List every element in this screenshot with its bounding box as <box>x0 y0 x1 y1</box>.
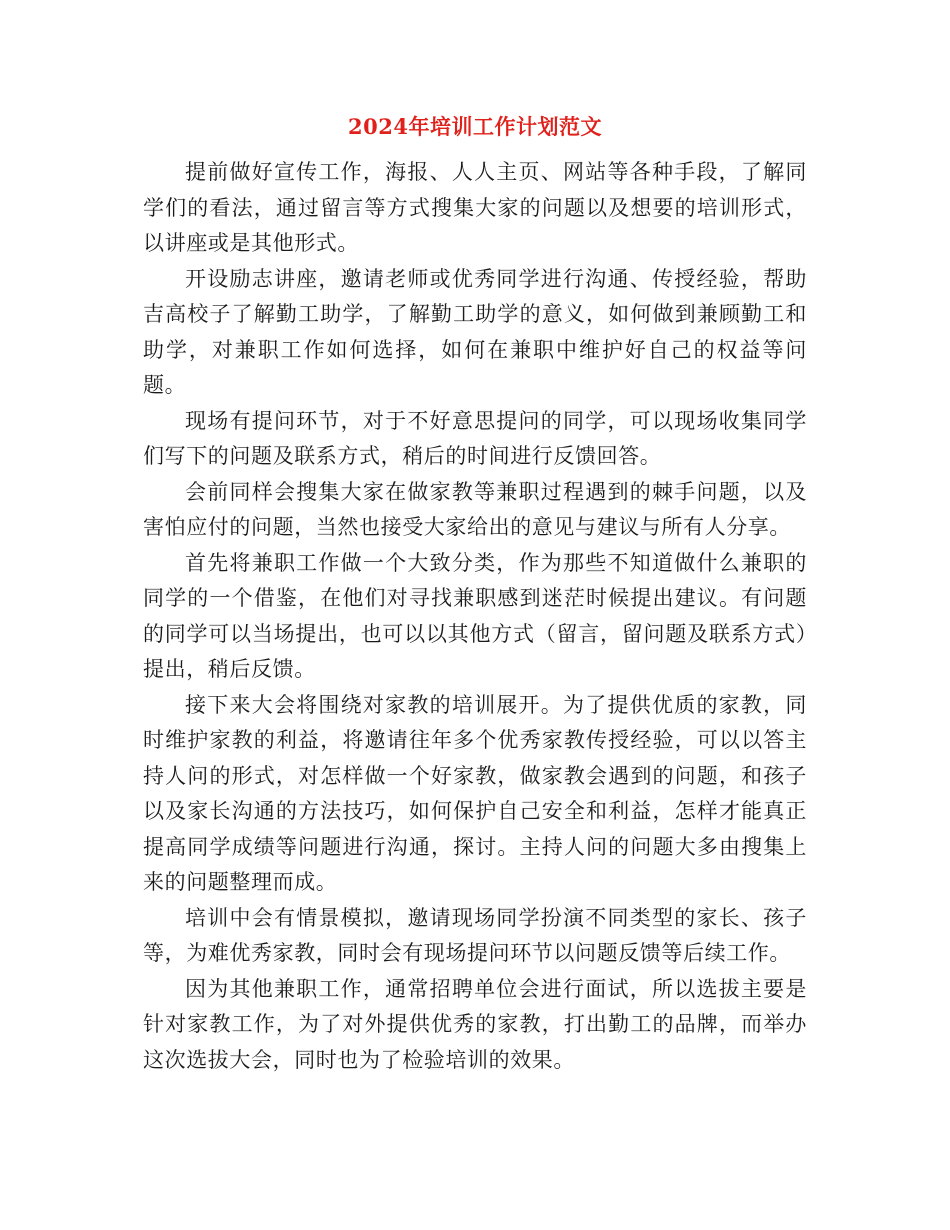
document-title: 2024年培训工作计划范文 <box>348 114 602 139</box>
paragraph-7: 培训中会有情景模拟，邀请现场同学扮演不同类型的家长、孩子等，为难优秀家教，同时会有现场提问环节以问题反馈等后续工作。 <box>143 905 807 965</box>
paragraph-1: 提前做好宣传工作，海报、人人主页、网站等各种手段，了解同学们的看法，通过留言等方式搜集大家的问题以及想要的培训形式，以讲座或是其他形式。 <box>143 160 807 255</box>
document-page <box>143 110 807 1078</box>
paragraph-4: 会前同样会搜集大家在做家教等兼职过程遇到的棘手问题，以及害怕应付的问题，当然也接受大家给出的意见与建议与所有人分享。 <box>143 479 807 539</box>
document-body <box>143 155 807 1078</box>
paragraph-3: 现场有提问环节，对于不好意思提问的同学，可以现场收集同学们写下的问题及联系方式，稍后的时间进行反馈回答。 <box>143 408 807 468</box>
paragraph-8: 因为其他兼职工作，通常招聘单位会进行面试，所以选拔主要是针对家教工作，为了对外提供优秀的家教，打出勤工的品牌，而举办这次选拔大会，同时也为了检验培训的效果。 <box>143 976 807 1072</box>
paragraph-2: 开设励志讲座，邀请老师或优秀同学进行沟通、传授经验，帮助吉高校子了解勤工助学，了解勤工助学的意义，如何做到兼顾勤工和助学，对兼职工作如何选择，如何在兼职中维护好自己的权益等问题。 <box>143 266 807 397</box>
paragraph-6: 接下来大会将围绕对家教的培训展开。为了提供优质的家教，同时维护家教的利益，将邀请往年多个优秀家教传授经验，可以以答主持人问的形式，对怎样做一个好家教，做家教会遇到的问题，和孩子以及家长沟通的方法技巧，如何保护自己安全和利益，怎样才能真正提高同学成绩等问题进行沟通，探讨。主持人问的问题大多由搜集上来的问题整理而成。 <box>143 692 807 894</box>
paragraph-5: 首先将兼职工作做一个大致分类，作为那些不知道做什么兼职的同学的一个借鉴，在他们对寻找兼职感到迷茫时候提出建议。有问题的同学可以当场提出，也可以以其他方式（留言，留问题及联系方式）提出，稍后反馈。 <box>143 550 807 681</box>
